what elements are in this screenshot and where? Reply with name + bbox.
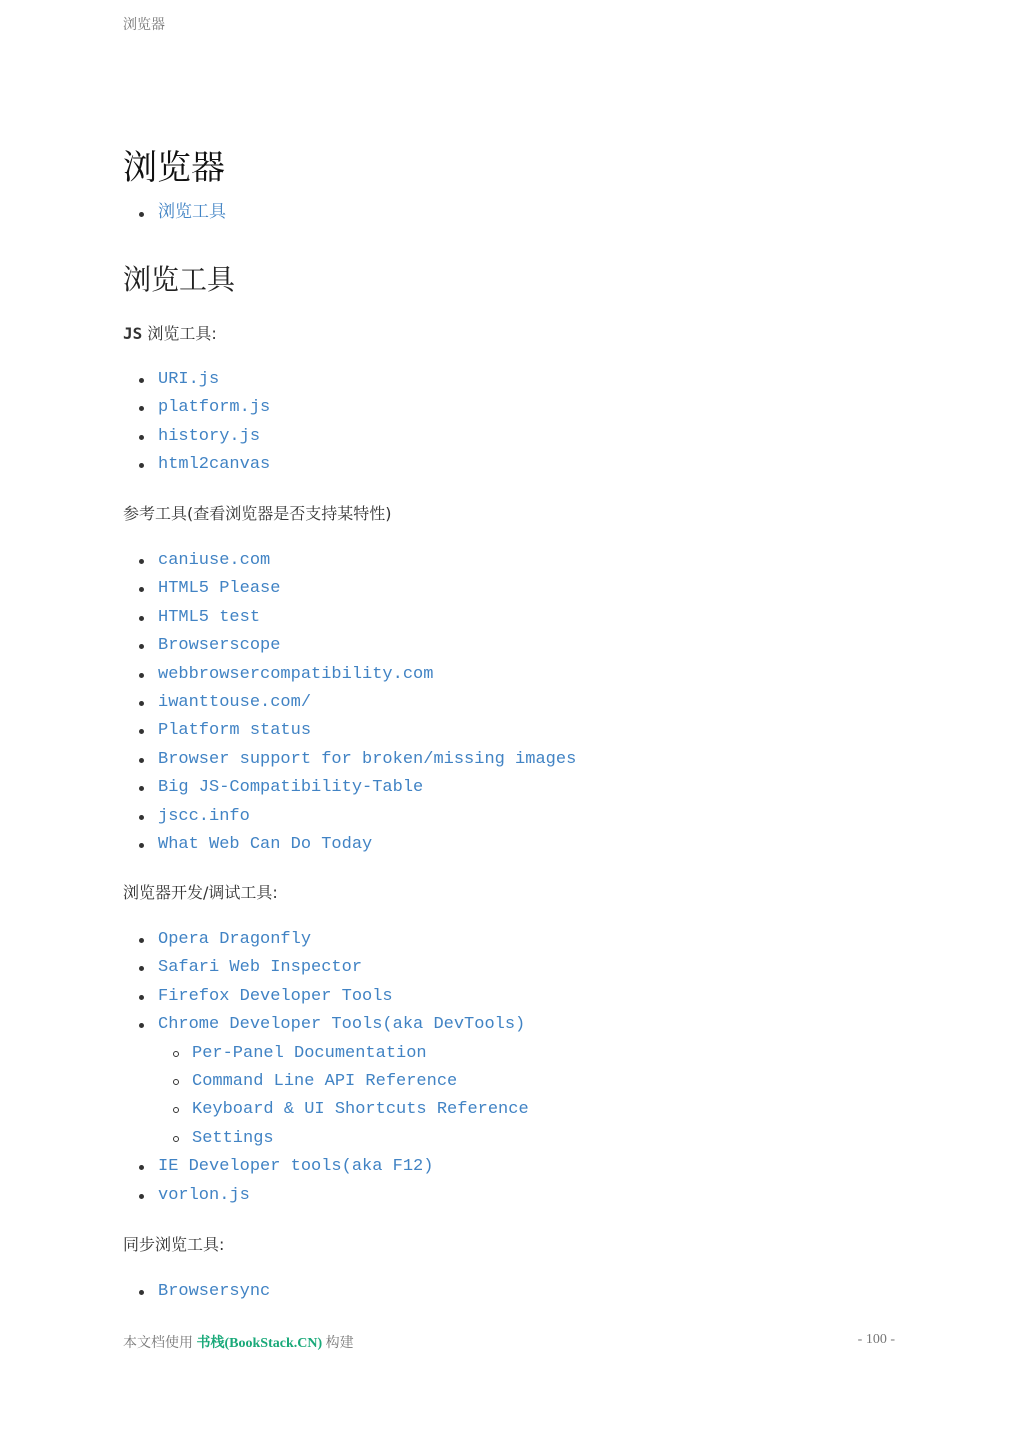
footer-suffix: 构建 — [325, 1336, 354, 1351]
link[interactable]: Per-Panel Documentation — [192, 1043, 427, 1063]
link[interactable]: html2canvas — [158, 455, 271, 475]
list-item[interactable] — [123, 831, 576, 859]
link[interactable]: URI.js — [158, 370, 220, 389]
link[interactable]: Browserscope — [158, 636, 281, 656]
link[interactable]: history.js — [158, 426, 261, 446]
link[interactable]: platform.js — [158, 398, 271, 418]
link[interactable]: Big JS-Compatibility-Table — [158, 778, 424, 798]
ref-tools-heading — [123, 501, 392, 524]
list-item[interactable] — [123, 1153, 529, 1181]
list-item[interactable] — [123, 689, 576, 717]
link[interactable]: Chrome Developer Tools(aka DevTools) — [158, 1015, 526, 1035]
dev-heading-text: 浏览器开发 — [123, 883, 204, 902]
sub-list-item[interactable] — [123, 1068, 529, 1096]
running-header: 浏览器 — [123, 18, 165, 33]
toc-link[interactable]: 浏览工具 — [158, 204, 226, 223]
link[interactable]: jscc.info — [158, 806, 250, 826]
page-title: 浏览器 — [123, 148, 225, 188]
toc-item[interactable] — [123, 200, 226, 228]
sync-tools-list — [123, 1278, 270, 1306]
ref-heading-text: 参考工具 — [123, 504, 188, 523]
js-prefix: JS — [123, 324, 143, 343]
js-tools-list — [123, 366, 270, 480]
footer-brand-link[interactable]: 书栈(BookStack.CN) — [196, 1336, 323, 1351]
link[interactable]: Firefox Developer Tools — [158, 986, 393, 1006]
sub-list-item[interactable] — [123, 1040, 529, 1068]
link[interactable]: vorlon.js — [158, 1185, 250, 1205]
sub-list-item[interactable] — [123, 1125, 529, 1153]
ref-tools-list — [123, 547, 576, 859]
section-title: 浏览工具 — [123, 263, 236, 296]
link[interactable]: What Web Can Do Today — [158, 834, 373, 854]
dev-tools-heading — [123, 880, 278, 903]
list-item[interactable] — [123, 394, 270, 422]
link[interactable]: webbrowsercompatibility.com — [158, 664, 434, 684]
list-item[interactable] — [123, 1011, 529, 1039]
link[interactable]: HTML5 test — [158, 607, 261, 627]
list-item[interactable] — [123, 1182, 529, 1210]
link[interactable]: Browsersync — [158, 1282, 271, 1301]
list-item[interactable] — [123, 423, 270, 451]
link[interactable]: caniuse.com — [158, 551, 271, 570]
link[interactable]: Browser support for broken/missing images — [158, 749, 577, 769]
list-item[interactable] — [123, 604, 576, 632]
link[interactable]: HTML5 Please — [158, 579, 281, 599]
link[interactable]: Command Line API Reference — [192, 1071, 458, 1091]
list-item[interactable] — [123, 547, 576, 575]
dev-tools-list — [123, 926, 529, 1210]
link[interactable]: Keyboard & UI Shortcuts Reference — [192, 1100, 529, 1120]
ref-heading-paren: (查看浏览器是否支持某特性) — [187, 504, 392, 523]
link[interactable]: Opera Dragonfly — [158, 930, 312, 949]
list-item[interactable] — [123, 954, 529, 982]
list-item[interactable] — [123, 926, 529, 954]
js-heading-text: 浏览工具: — [147, 324, 217, 343]
link[interactable]: IE Developer tools(aka F12) — [158, 1157, 434, 1177]
footer-prefix: 本文档使用 — [123, 1336, 193, 1351]
list-item[interactable] — [123, 983, 529, 1011]
page-number: - 100 - — [857, 1332, 895, 1347]
list-item[interactable] — [123, 366, 270, 394]
sync-tools-heading: 同步浏览工具: — [123, 1235, 225, 1254]
link[interactable]: Platform status — [158, 721, 312, 741]
sub-list-item[interactable] — [123, 1096, 529, 1124]
list-item[interactable] — [123, 746, 576, 774]
link[interactable]: Safari Web Inspector — [158, 958, 363, 978]
list-item[interactable] — [123, 803, 576, 831]
toc-list — [123, 200, 226, 228]
link[interactable]: Settings — [192, 1128, 274, 1148]
dev-heading-suffix: /调试工具: — [203, 883, 278, 902]
list-item[interactable] — [123, 717, 576, 745]
list-item[interactable] — [123, 661, 576, 689]
list-item[interactable] — [123, 1278, 270, 1306]
link[interactable]: iwanttouse.com/ — [158, 692, 312, 712]
footer-credit — [123, 1332, 354, 1352]
list-item[interactable] — [123, 632, 576, 660]
list-item[interactable] — [123, 451, 270, 479]
list-item[interactable] — [123, 774, 576, 802]
list-item[interactable] — [123, 575, 576, 603]
js-tools-heading — [123, 321, 217, 344]
